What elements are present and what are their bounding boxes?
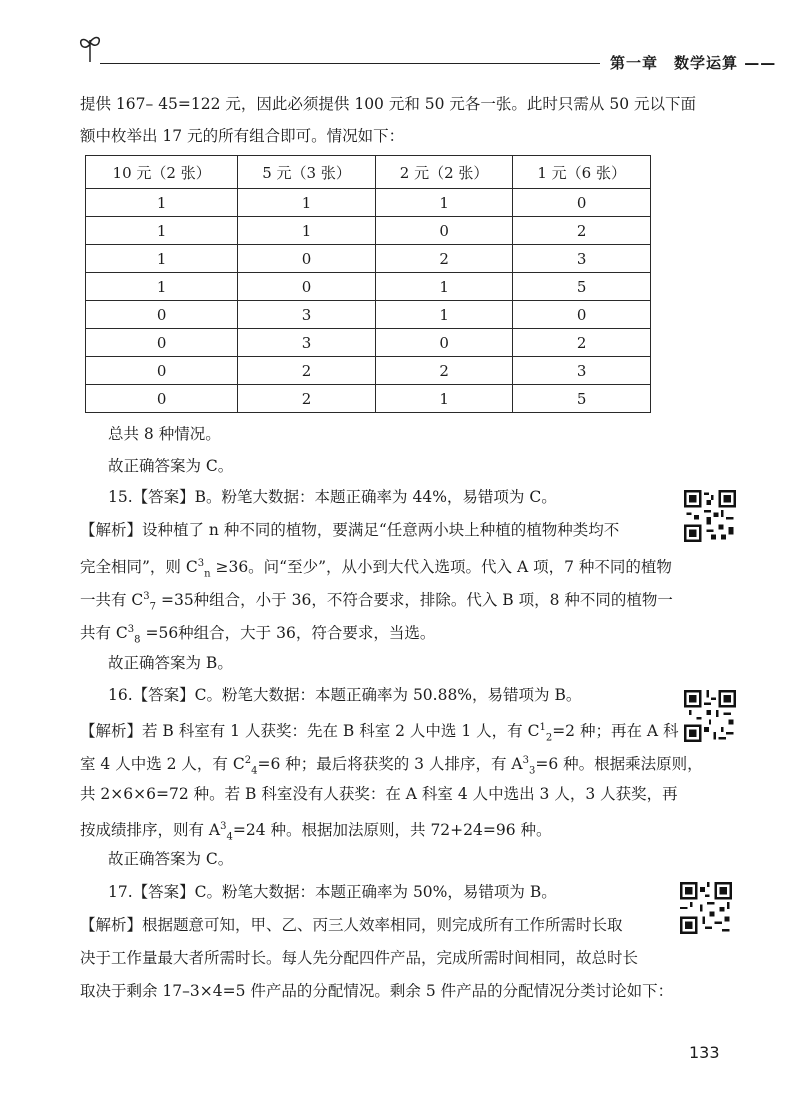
table-cell: 0 xyxy=(238,245,376,273)
table-cell: 0 xyxy=(238,273,376,301)
table-cell: 3 xyxy=(513,357,651,385)
table-cell: 0 xyxy=(86,385,238,413)
q17-analysis-3: 取决于剩余 17–3×4=5 件产品的分配情况。剩余 5 件产品的分配情况分类讨论如下： xyxy=(80,982,674,1000)
table-cell: 1 xyxy=(238,217,376,245)
q15-analysis-2: 完全相同”，则 $C^3_n \ge 36$。问“至少”，从小到大代入选项。代入 A 项，7 种不同的植物 xyxy=(80,558,672,580)
table-cell: 0 xyxy=(86,301,238,329)
table-cell: 1 xyxy=(238,189,376,217)
header-5yuan: 5 元（3 张） xyxy=(238,156,376,189)
table-row xyxy=(86,273,651,301)
q16-analysis-4: 按成绩排序，则有 $A^3_4=24$ 种。根据加法原则，共 72+24=96 种。 xyxy=(80,821,552,843)
header-2yuan: 2 元（2 张） xyxy=(375,156,513,189)
chapter-title: 第一章 数学运算 —— xyxy=(610,54,777,72)
intro-line-2: 额中枚举出 17 元的所有组合即可。情况如下： xyxy=(80,127,405,145)
table-row xyxy=(86,217,651,245)
table-cell: 0 xyxy=(375,329,513,357)
table-cell: 1 xyxy=(375,301,513,329)
q15-analysis-1: 【解析】设种植了 n 种不同的植物，要满足“任意两小块上种植的植物种类均不 xyxy=(80,521,620,539)
table-cell: 1 xyxy=(375,385,513,413)
q16-answer-line: 16.【答案】C。粉笔大数据：本题正确率为 50.88%，易错项为 B。 xyxy=(108,686,582,704)
q15-analysis-3: 一共有 $C^3_7 =35$种组合，小于 36，不符合要求，排除。代入 B 项，8 种不同的植物一 xyxy=(80,591,673,613)
table-cell: 1 xyxy=(375,273,513,301)
table-row xyxy=(86,245,651,273)
q15-qr-code-icon[interactable] xyxy=(684,490,736,542)
answer-conclusion: 故正确答案为 C。 xyxy=(108,457,234,475)
header-rule xyxy=(100,63,600,64)
table-header-row xyxy=(86,156,651,189)
combination-table xyxy=(85,155,651,413)
table-cell: 0 xyxy=(513,189,651,217)
table-cell: 2 xyxy=(513,217,651,245)
table-cell: 3 xyxy=(238,301,376,329)
leaf-logo-icon xyxy=(76,32,104,64)
q16-analysis-2: 室 4 人中选 2 人，有 $C^2_4=6$ 种；最后将获奖的 3 人排序，有 $A^3_3=6$ 种。根据乘法原则， xyxy=(80,755,703,777)
intro-line-1: 提供 167– 45=122 元，因此必须提供 100 元和 50 元各一张。此时只需从 50 元以下面 xyxy=(80,95,697,113)
table-cell: 1 xyxy=(86,245,238,273)
q15-conclusion: 故正确答案为 B。 xyxy=(108,654,233,672)
table-cell: 5 xyxy=(513,273,651,301)
table-cell: 1 xyxy=(86,189,238,217)
table-cell: 1 xyxy=(86,273,238,301)
q17-qr-code-icon[interactable] xyxy=(680,882,732,934)
table-cell: 2 xyxy=(375,357,513,385)
table-cell: 2 xyxy=(375,245,513,273)
header-1yuan: 1 元（6 张） xyxy=(513,156,651,189)
table-cell: 2 xyxy=(513,329,651,357)
table-cell: 0 xyxy=(375,217,513,245)
total-cases: 总共 8 种情况。 xyxy=(108,425,221,443)
q16-analysis-3: 共 2×6×6=72 种。若 B 科室没有人获奖：在 A 科室 4 人中选出 3 人，3 人获奖，再 xyxy=(80,785,678,803)
table-row xyxy=(86,189,651,217)
table-cell: 0 xyxy=(86,329,238,357)
q16-qr-code-icon[interactable] xyxy=(684,690,736,742)
table-cell: 3 xyxy=(238,329,376,357)
table-cell: 5 xyxy=(513,385,651,413)
table-cell: 2 xyxy=(238,357,376,385)
q17-answer-line: 17.【答案】C。粉笔大数据：本题正确率为 50%，易错项为 B。 xyxy=(108,883,557,901)
table-row xyxy=(86,385,651,413)
table-cell: 2 xyxy=(238,385,376,413)
table-cell: 3 xyxy=(513,245,651,273)
table-cell: 0 xyxy=(513,301,651,329)
page-number: 133 xyxy=(689,1043,720,1062)
q15-answer-line: 15.【答案】B。粉笔大数据：本题正确率为 44%，易错项为 C。 xyxy=(108,488,557,506)
q15-analysis-4: 共有 $C^3_8 =56$种组合，大于 36，符合要求，当选。 xyxy=(80,624,436,646)
q16-analysis-1: 【解析】若 B 科室有 1 人获奖：先在 B 科室 2 人中选 1 人，有 $C^1_2=2$ 种；再在 A 科 xyxy=(80,722,679,744)
table-cell: 1 xyxy=(375,189,513,217)
q17-analysis-1: 【解析】根据题意可知，甲、乙、丙三人效率相同，则完成所有工作所需时长取 xyxy=(80,916,623,934)
q17-analysis-2: 决于工作量最大者所需时长。每人先分配四件产品，完成所需时间相同，故总时长 xyxy=(80,949,639,967)
q16-conclusion: 故正确答案为 C。 xyxy=(108,850,234,868)
table-cell: 0 xyxy=(86,357,238,385)
header-10yuan: 10 元（2 张） xyxy=(86,156,238,189)
table-row xyxy=(86,329,651,357)
table-row xyxy=(86,357,651,385)
table-row xyxy=(86,301,651,329)
table-cell: 1 xyxy=(86,217,238,245)
